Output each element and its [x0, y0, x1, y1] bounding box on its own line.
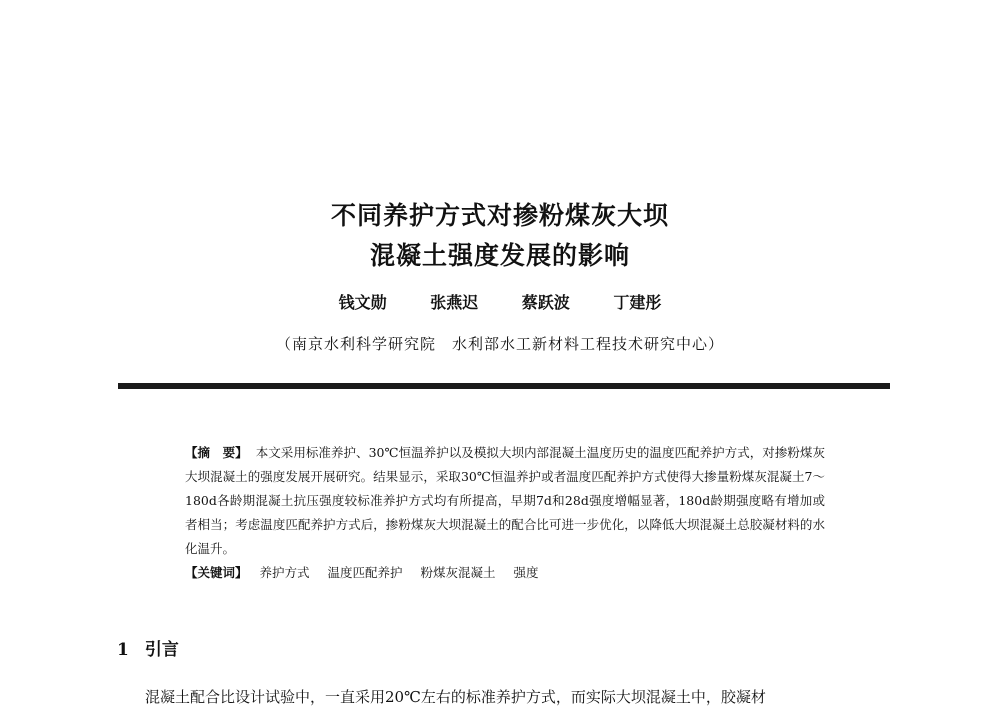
author: 蔡跃波	[521, 293, 570, 312]
affiliation: （南京水利科学研究院 水利部水工新材料工程技术研究中心）	[275, 335, 724, 353]
keywords	[185, 561, 825, 585]
section-title: 引言	[144, 640, 179, 660]
paper-title-line-2: 混凝土强度发展的影响	[369, 241, 630, 270]
section-number: 1	[117, 640, 129, 660]
section-heading	[117, 635, 179, 660]
body-paragraph: 混凝土配合比设计试验中，一直采用20℃左右的标准养护方式，而实际大坝混凝土中，胶凝材	[145, 688, 766, 706]
author: 张燕迟	[430, 293, 479, 312]
abstract	[185, 441, 825, 561]
abstract-text: 本文采用标准养护、30℃恒温养护以及模拟大坝内部混凝土温度历史的温度匹配养护方式，对掺粉煤灰大坝混凝土的强度发展开展研究。结果显示，采取30℃恒温养护或者温度匹配养护方式使得大掺量粉煤灰混凝土7～180d各龄期混凝土抗压强度较标准养护方式均有所提高，早期7d和28d强度增幅显著，180d龄期强度略有增加或者相当；考虑温度匹配养护方式后，掺粉煤灰大坝混凝土的配合比可进一步优化，以降低大坝混凝土总胶凝材料的水化温升。	[185, 445, 825, 556]
keyword: 温度匹配养护	[327, 565, 403, 580]
author: 钱文勋	[338, 293, 387, 312]
author-list	[0, 290, 1000, 313]
keywords-label: 【关键词】	[185, 565, 248, 580]
header-divider	[118, 383, 890, 389]
abstract-label: 【摘 要】	[185, 445, 248, 460]
keyword: 养护方式	[259, 565, 310, 580]
paper-title-line-1: 不同养护方式对掺粉煤灰大坝	[330, 201, 669, 230]
keyword: 粉煤灰混凝土	[420, 565, 496, 580]
author: 丁建彤	[613, 293, 662, 312]
keyword: 强度	[513, 565, 539, 580]
